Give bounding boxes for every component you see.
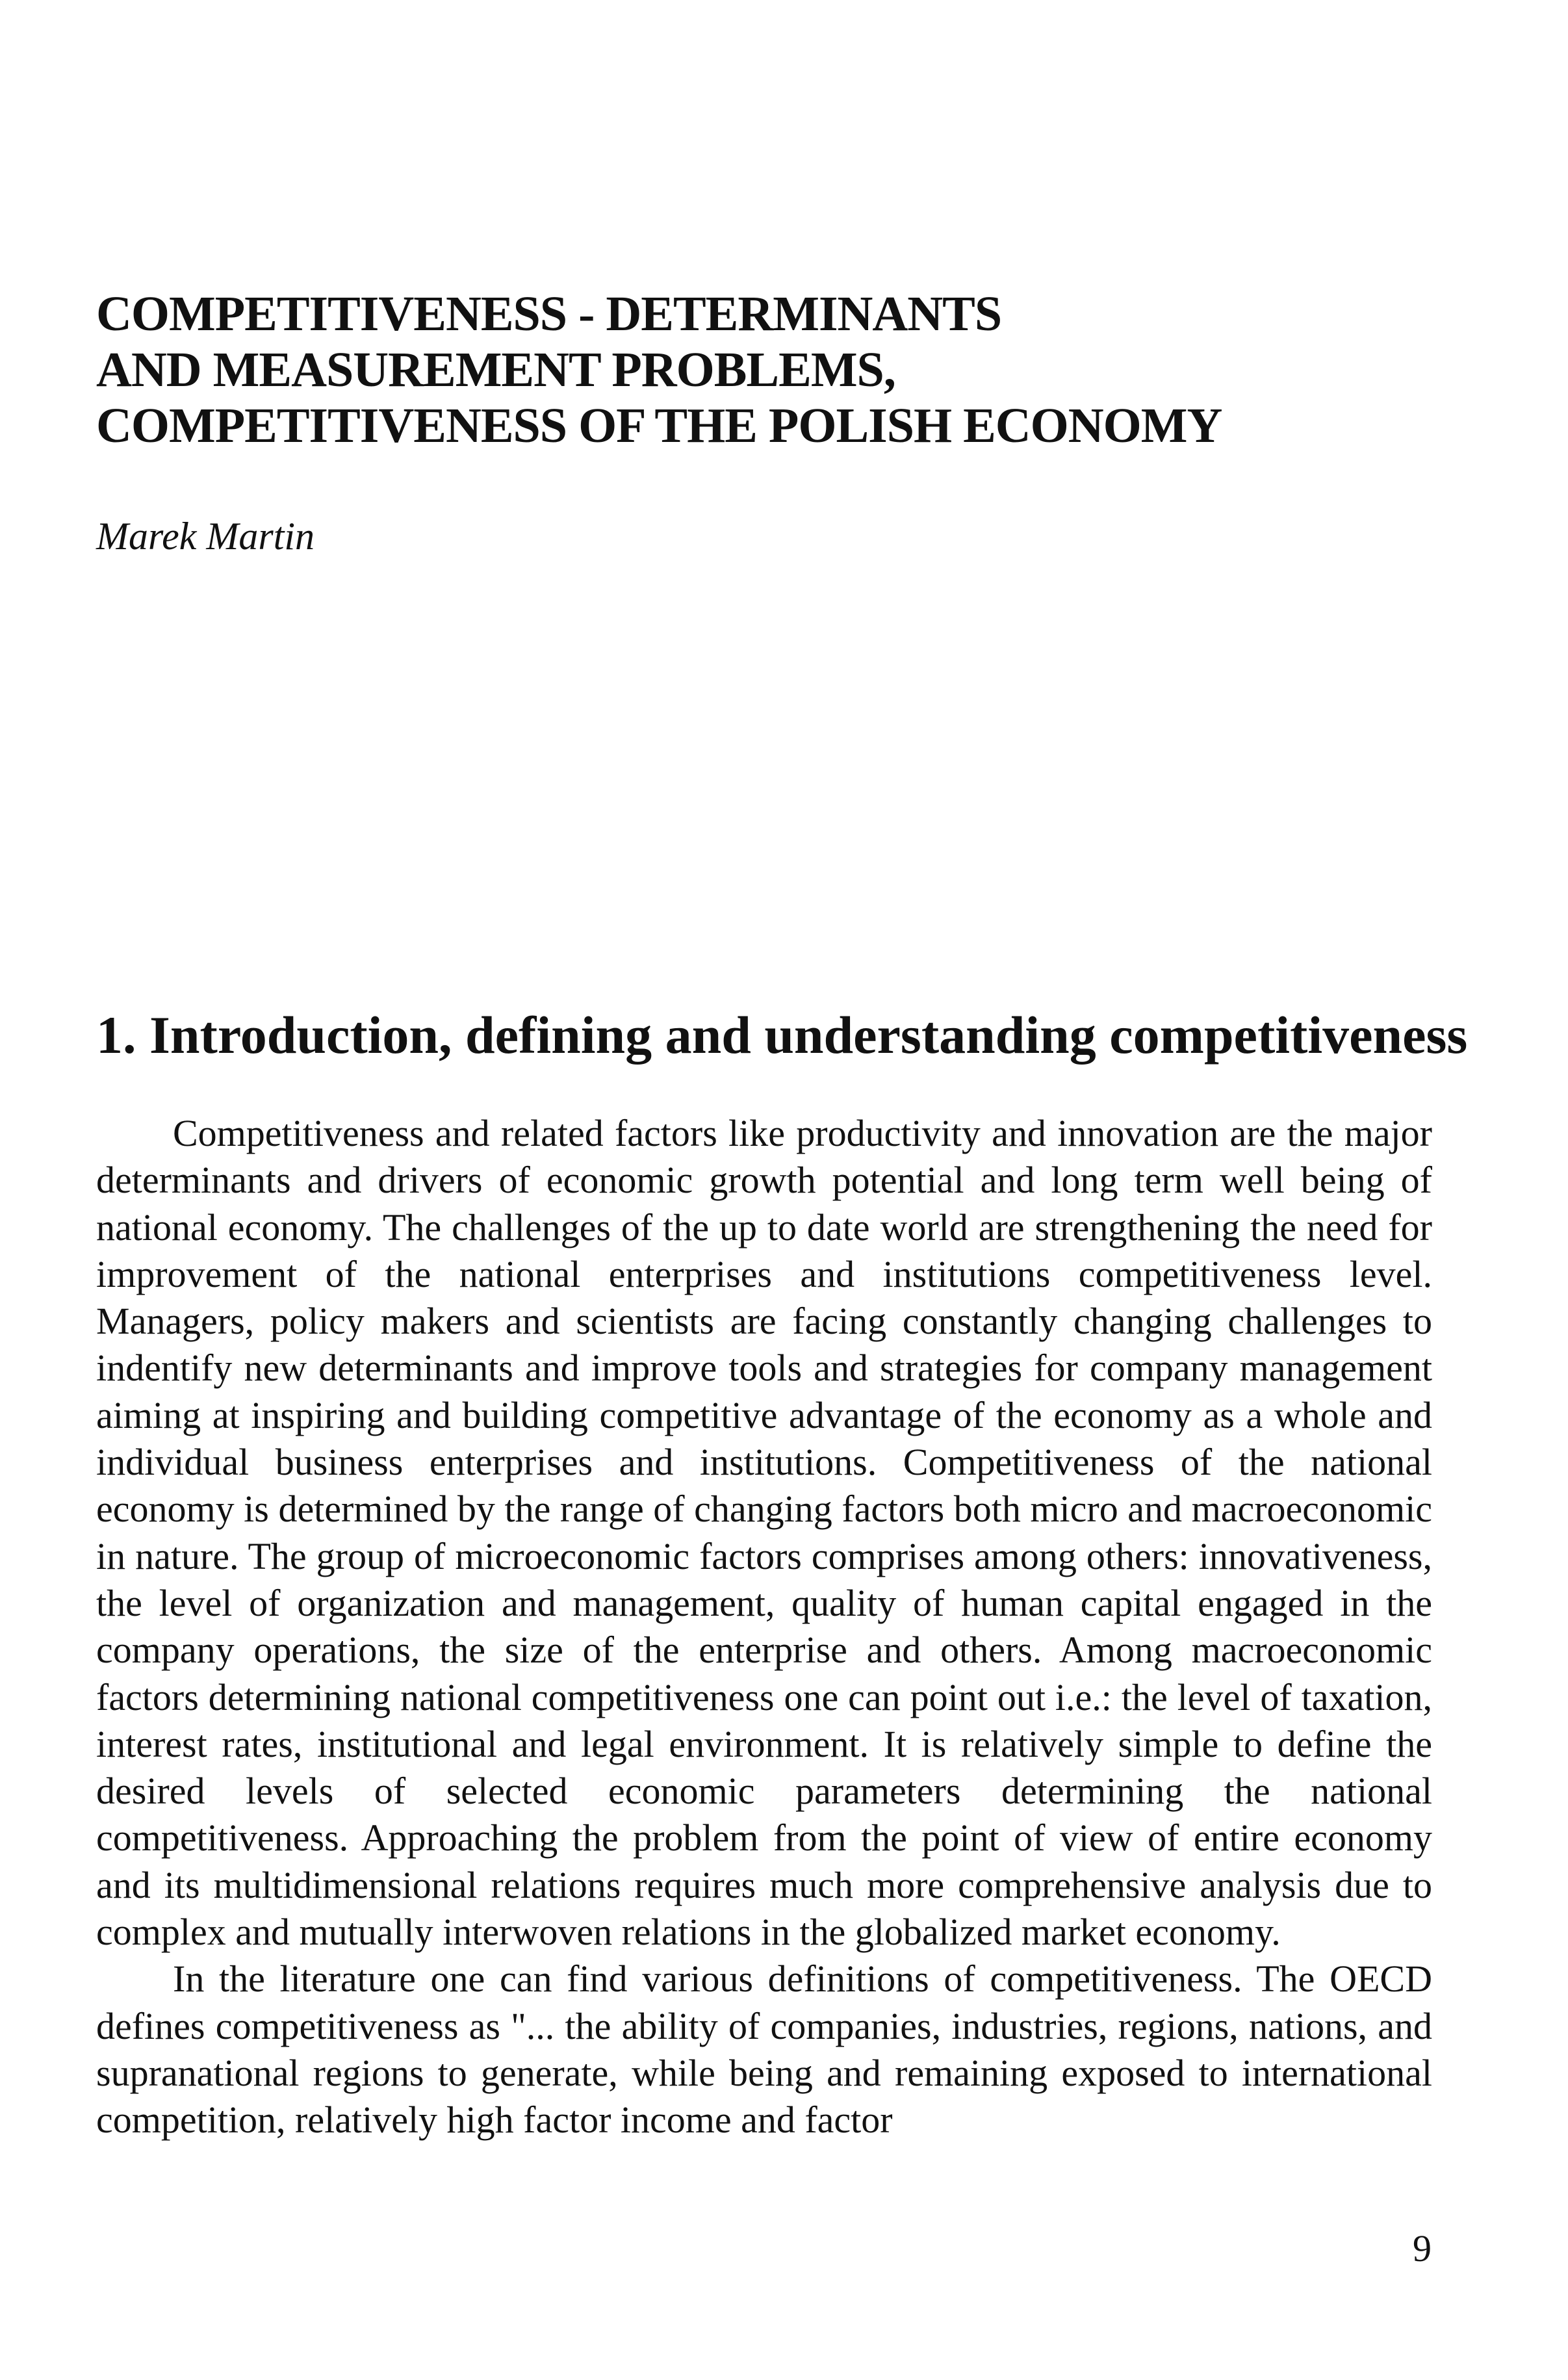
article-title	[96, 286, 1428, 454]
section-heading: 1. Introduction, defining and understanding competitiveness	[96, 1005, 1468, 1065]
title-line: AND MEASUREMENT PROBLEMS,	[96, 343, 895, 397]
title-line: COMPETITIVENESS - DETERMINANTS	[96, 287, 1002, 341]
author-name: Marek Martin	[96, 515, 315, 558]
paragraph: Competitiveness and related factors like productivity and innovation are the major determinants and drivers of economic growth potential and long term well being of national economy. The challenges of the up to date world are strengthening the need for improvement of the national enterprises and institutions competitiveness level. Managers, policy makers and scientists are facing constantly changing challenges to indentify new determinants and improve tools and strategies for company management aiming at inspiring and building competitive advantage of the economy as a whole and individual business enterprises and institutions. Competitiveness of the national economy is determined by the range of changing factors both micro and macroeconomic in nature. The group of microeconomic factors comprises among others: innovativeness, the level of organization and management, quality of human capital engaged in the company operations, the size of the enterprise and others. Among macroeconomic factors determining national competitiveness one can point out i.e.: the level of taxation, interest rates, institutional and legal environment. It is relatively simple to define the desired levels of selected economic parameters determining the national competitiveness. Approaching the problem from the point of view of entire economy and its multidimensional relations requires much more comprehensive analysis due to complex and mutually interwoven relations in the globalized market economy.	[96, 1112, 1432, 1954]
title-line: COMPETITIVENESS OF THE POLISH ECONOMY	[96, 398, 1222, 453]
body-text	[96, 1110, 1432, 2144]
paragraph: In the literature one can find various definitions of competitiveness. The OECD defines competitiveness as "... the ability of companies, industries, regions, nations, and supranational regions to generate, while being and remaining exposed to international competition, relatively high factor income and factor	[96, 1958, 1432, 2141]
page-number: 9	[1413, 2227, 1432, 2270]
